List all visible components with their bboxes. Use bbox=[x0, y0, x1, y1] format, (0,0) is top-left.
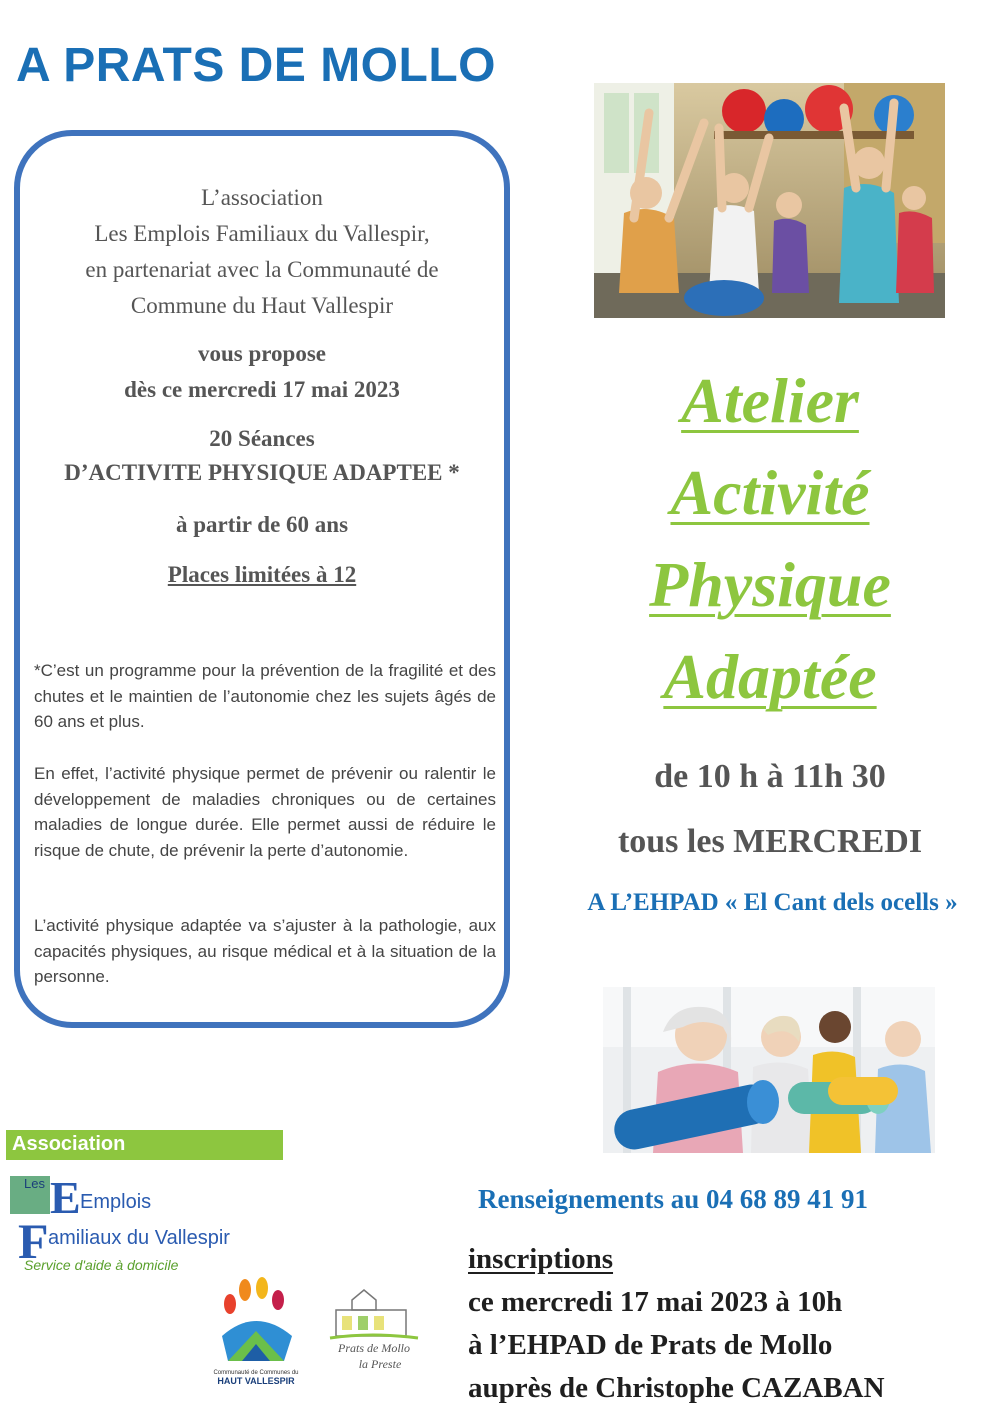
propose-line: vous propose bbox=[197, 341, 327, 366]
church-icon bbox=[330, 1290, 418, 1338]
atelier-heading bbox=[600, 355, 940, 723]
yoga-mats-photo bbox=[603, 987, 935, 1153]
adaptee-paragraph: L’activité physique adaptée va s’ajuster à la pathologie, aux capacités physiques, au risque médical et à la situation de la personne. bbox=[34, 916, 496, 986]
schedule-place: A L’EHPAD « El Cant dels ocells » bbox=[587, 889, 958, 916]
atelier-line: Atelier bbox=[681, 365, 859, 436]
inscriptions-line: auprès de Christophe CAZABAN bbox=[468, 1372, 885, 1404]
intro-line: en partenariat avec la Communauté de bbox=[85, 257, 439, 282]
ccv-line1: Communauté de Communes du bbox=[213, 1370, 299, 1376]
exercise-class-photo bbox=[594, 83, 945, 318]
intro-line: Les Emplois Familiaux du Vallespir, bbox=[94, 221, 430, 246]
atelier-line: Activité bbox=[670, 457, 870, 528]
ccv-line2: HAUT VALLESPIR bbox=[217, 1376, 295, 1386]
inscriptions-line: ce mercredi 17 mai 2023 à 10h bbox=[468, 1286, 843, 1318]
haut-vallespir-logo bbox=[212, 1276, 300, 1392]
logo-tagline-text: Service d'aide à domicile bbox=[24, 1257, 179, 1273]
places-text: Places limitées à 12 bbox=[167, 562, 357, 587]
prats-line1: Prats de Mollo bbox=[338, 1341, 410, 1355]
prats-line2: la Preste bbox=[358, 1357, 402, 1371]
intro-text bbox=[20, 180, 504, 324]
logo-les-text: Les bbox=[24, 1176, 45, 1191]
seances-line: 20 Séances bbox=[209, 426, 315, 451]
association-label: Association bbox=[12, 1133, 126, 1155]
propose-text bbox=[20, 336, 504, 408]
effet-paragraph: En effet, l’activité physique permet de prévenir ou ralentir le développement de maladies chroniques ou de certaines maladies de longue durée. Elle permet aussi de réduire le risque de chute, de prévenir la perte d’autonomie. bbox=[34, 764, 496, 860]
prats-de-mollo-logo bbox=[322, 1286, 426, 1378]
schedule-days: tous les MERCREDI bbox=[617, 823, 923, 860]
logo-familiaux-text: amiliaux du Vallespir bbox=[48, 1227, 230, 1249]
seances-line: D’ACTIVITE PHYSIQUE ADAPTEE * bbox=[64, 460, 460, 485]
logo-emplois-text: Emplois bbox=[80, 1191, 152, 1213]
inscriptions-block bbox=[468, 1238, 885, 1410]
emplois-familiaux-logo bbox=[10, 1168, 260, 1278]
seances-text bbox=[20, 422, 504, 490]
contact-phone: Renseignements au 04 68 89 41 91 bbox=[478, 1184, 868, 1214]
atelier-line: Physique bbox=[649, 549, 891, 620]
inscriptions-heading: inscriptions bbox=[468, 1243, 614, 1275]
note-paragraph: *C’est un programme pour la prévention de la fragilité et des chutes et le maintien de l’autonomie chez les sujets âgés de 60 ans et plus. bbox=[34, 661, 496, 731]
logo-f-letter: F bbox=[18, 1213, 49, 1269]
propose-line: dès ce mercredi 17 mai 2023 bbox=[124, 377, 400, 402]
age-text: à partir de 60 ans bbox=[175, 512, 349, 537]
paw-icon bbox=[222, 1277, 292, 1361]
intro-line: L’association bbox=[201, 185, 323, 210]
atelier-line: Adaptée bbox=[663, 641, 877, 712]
info-box bbox=[14, 130, 510, 1028]
schedule-hours: de 10 h à 11h 30 bbox=[654, 758, 886, 795]
inscriptions-line: à l’EHPAD de Prats de Mollo bbox=[468, 1329, 833, 1361]
page-title: A PRATS DE MOLLO bbox=[16, 39, 496, 92]
logo-e-letter: E bbox=[50, 1172, 81, 1223]
intro-line: Commune du Haut Vallespir bbox=[130, 293, 394, 318]
